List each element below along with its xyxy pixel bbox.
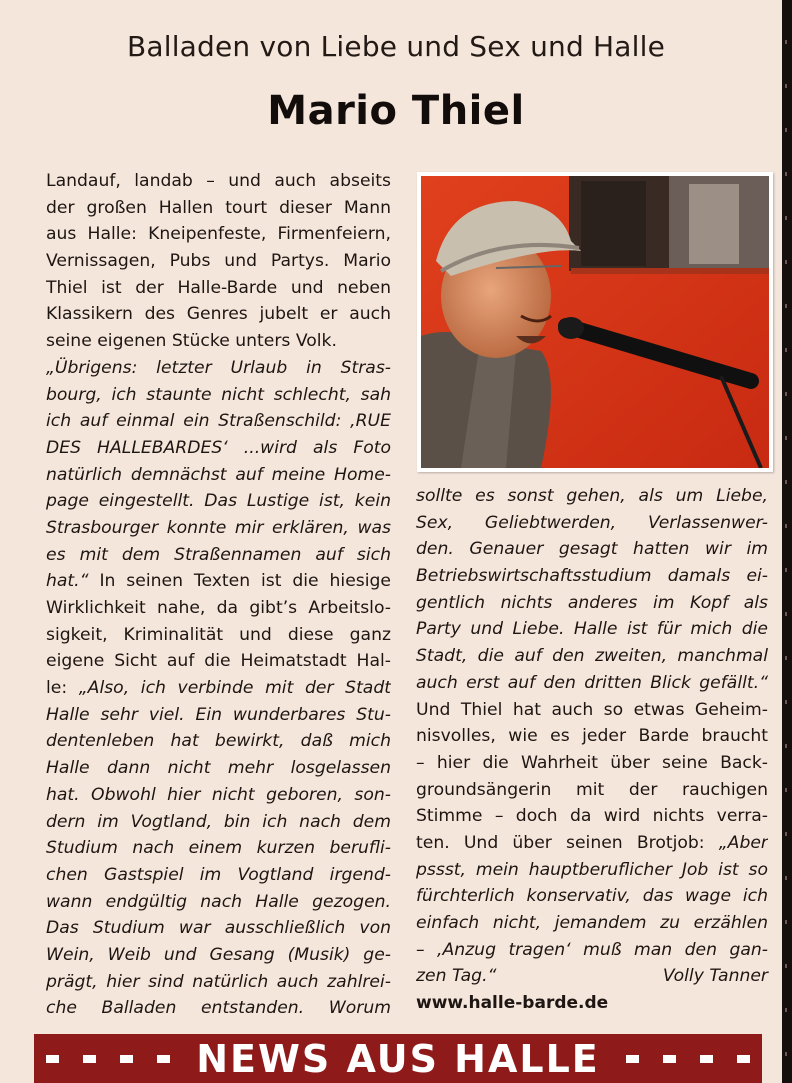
text-line: pssst, mein hauptberuflicher Job ist so bbox=[416, 859, 768, 880]
text-line: ich auf einmal ein Straßenschild: ‚RUE bbox=[46, 411, 391, 432]
text-line bbox=[46, 675, 391, 702]
text-line: groundsängerin mit der rauchigen bbox=[416, 779, 768, 800]
text-line: Sex, Geliebtwerden, Verlassenwer- bbox=[416, 512, 768, 533]
text-line: Wirklichkeit nahe, da gibt’s Arbeitslo- bbox=[46, 598, 391, 618]
text-line: – hier die Wahrheit über seine Back- bbox=[416, 752, 768, 773]
banner-dash bbox=[120, 1055, 133, 1063]
text-line: wann endgültig nach Halle gezogen. bbox=[46, 891, 391, 912]
text-segment: hat.“ bbox=[46, 571, 100, 592]
author-name: Volly Tanner bbox=[662, 966, 768, 987]
banner-dash bbox=[700, 1055, 713, 1063]
website-link[interactable]: www.halle-barde.de bbox=[416, 993, 609, 1014]
text-line bbox=[416, 830, 768, 857]
news-banner-text: NEWS AUS HALLE bbox=[196, 1036, 600, 1081]
singer-photo bbox=[421, 176, 769, 468]
text-line: auch erst auf den dritten Blick gefällt.“ bbox=[416, 672, 768, 693]
text-segment: ten. Und über seinen Brotjob: bbox=[416, 832, 719, 853]
text-segment: „Also, ich verbinde mit der Stadt bbox=[78, 678, 391, 699]
text-line: Vernissagen, Pubs und Partys. Mario bbox=[46, 251, 391, 272]
text-line: aus Halle: Kneipenfeste, Firmenfeiern, bbox=[46, 224, 391, 245]
text-line bbox=[46, 568, 391, 595]
news-banner bbox=[34, 1034, 762, 1083]
text-line: dern im Vogtland, bin ich nach dem bbox=[46, 811, 391, 832]
text-line: hat. Obwohl hier nicht geboren, son- bbox=[46, 784, 391, 805]
article-subtitle: Balladen von Liebe und Sex und Halle bbox=[126, 30, 666, 63]
article-body-left-column bbox=[46, 168, 391, 1022]
text-segment: „Aber bbox=[718, 832, 768, 853]
text-line: Und Thiel hat auch so etwas Geheim- bbox=[416, 699, 768, 720]
banner-dash bbox=[737, 1055, 750, 1063]
text-line: Party und Liebe. Halle ist für mich die bbox=[416, 619, 768, 640]
article-body-right-column bbox=[416, 483, 768, 1017]
text-line: natürlich demnächst auf meine Home- bbox=[46, 464, 391, 485]
text-line: Stadt, die auf den zweiten, manchmal bbox=[416, 646, 768, 667]
text-line: dentenleben hat bewirkt, daß mich bbox=[46, 731, 391, 752]
text-line: chen Gastspiel im Vogtland irgend- bbox=[46, 864, 391, 885]
text-line: der großen Hallen tourt dieser Mann bbox=[46, 197, 391, 218]
banner-dash bbox=[157, 1055, 170, 1063]
text-line: Strasbourger konnte mir erklären, was bbox=[46, 517, 391, 538]
banner-dash bbox=[46, 1055, 59, 1063]
text-line: es mit dem Straßennamen auf sich bbox=[46, 544, 391, 565]
text-line: fürchterlich konservativ, das wage ich bbox=[416, 886, 768, 907]
banner-dash bbox=[663, 1055, 676, 1063]
text-line: „Übrigens: letzter Urlaub in Stras- bbox=[46, 357, 391, 378]
text-line: DES HALLEBARDES‘ ...wird als Foto bbox=[46, 437, 391, 458]
text-line: bourg, ich staunte nicht schlecht, sah bbox=[46, 384, 391, 405]
text-line: Halle sehr viel. Ein wunderbares Stu- bbox=[46, 704, 391, 725]
text-line: einfach nicht, jemandem zu erzählen bbox=[416, 913, 768, 933]
text-line: Betriebswirtschaftsstudium damals ei- bbox=[416, 566, 768, 587]
text-line: Halle dann nicht mehr losgelassen bbox=[46, 758, 391, 779]
text-line: Das Studium war ausschließlich von bbox=[46, 918, 391, 939]
article-photo bbox=[417, 172, 773, 472]
text-line: sollte es sonst gehen, als um Liebe, bbox=[416, 486, 768, 506]
text-line: page eingestellt. Das Lustige ist, kein bbox=[46, 491, 391, 512]
closing-quote: zen Tag.“ bbox=[416, 966, 497, 987]
text-line: sigkeit, Kriminalität und diese ganz bbox=[46, 624, 391, 645]
text-line: Klassikern des Genres jubelt er auch bbox=[46, 304, 391, 325]
text-line: che Balladen entstanden. Worum bbox=[46, 998, 391, 1019]
text-line: eigene Sicht auf die Heimatstadt Hal- bbox=[46, 651, 391, 672]
text-line: gentlich nichts anderes im Kopf als bbox=[416, 592, 768, 613]
page-edge-strip bbox=[782, 0, 792, 1083]
text-line: den. Genauer gesagt hatten wir im bbox=[416, 539, 768, 560]
text-line: Studium nach einem kurzen berufli- bbox=[46, 838, 391, 859]
text-line: Thiel ist der Halle-Barde und neben bbox=[46, 277, 391, 298]
text-line: Wein, Weib und Gesang (Musik) ge- bbox=[46, 944, 391, 965]
article-title: Mario Thiel bbox=[267, 88, 525, 134]
text-line: Stimme – doch da wird nichts verra- bbox=[416, 806, 768, 827]
text-line: Landauf, landab – und auch abseits bbox=[46, 171, 391, 191]
signature-line bbox=[416, 963, 768, 990]
text-line: seine eigenen Stücke unters Volk. bbox=[46, 331, 337, 352]
text-segment: In seinen Texten ist die hiesige bbox=[99, 571, 391, 592]
text-segment: le: bbox=[46, 678, 79, 699]
banner-dash bbox=[626, 1055, 639, 1063]
banner-dash bbox=[83, 1055, 96, 1063]
text-line: – ‚Anzug tragen‘ muß man den gan- bbox=[416, 939, 768, 960]
text-line: prägt, hier sind natürlich auch zahlrei- bbox=[46, 971, 391, 992]
text-line: nisvolles, wie es jeder Barde braucht bbox=[416, 726, 768, 747]
